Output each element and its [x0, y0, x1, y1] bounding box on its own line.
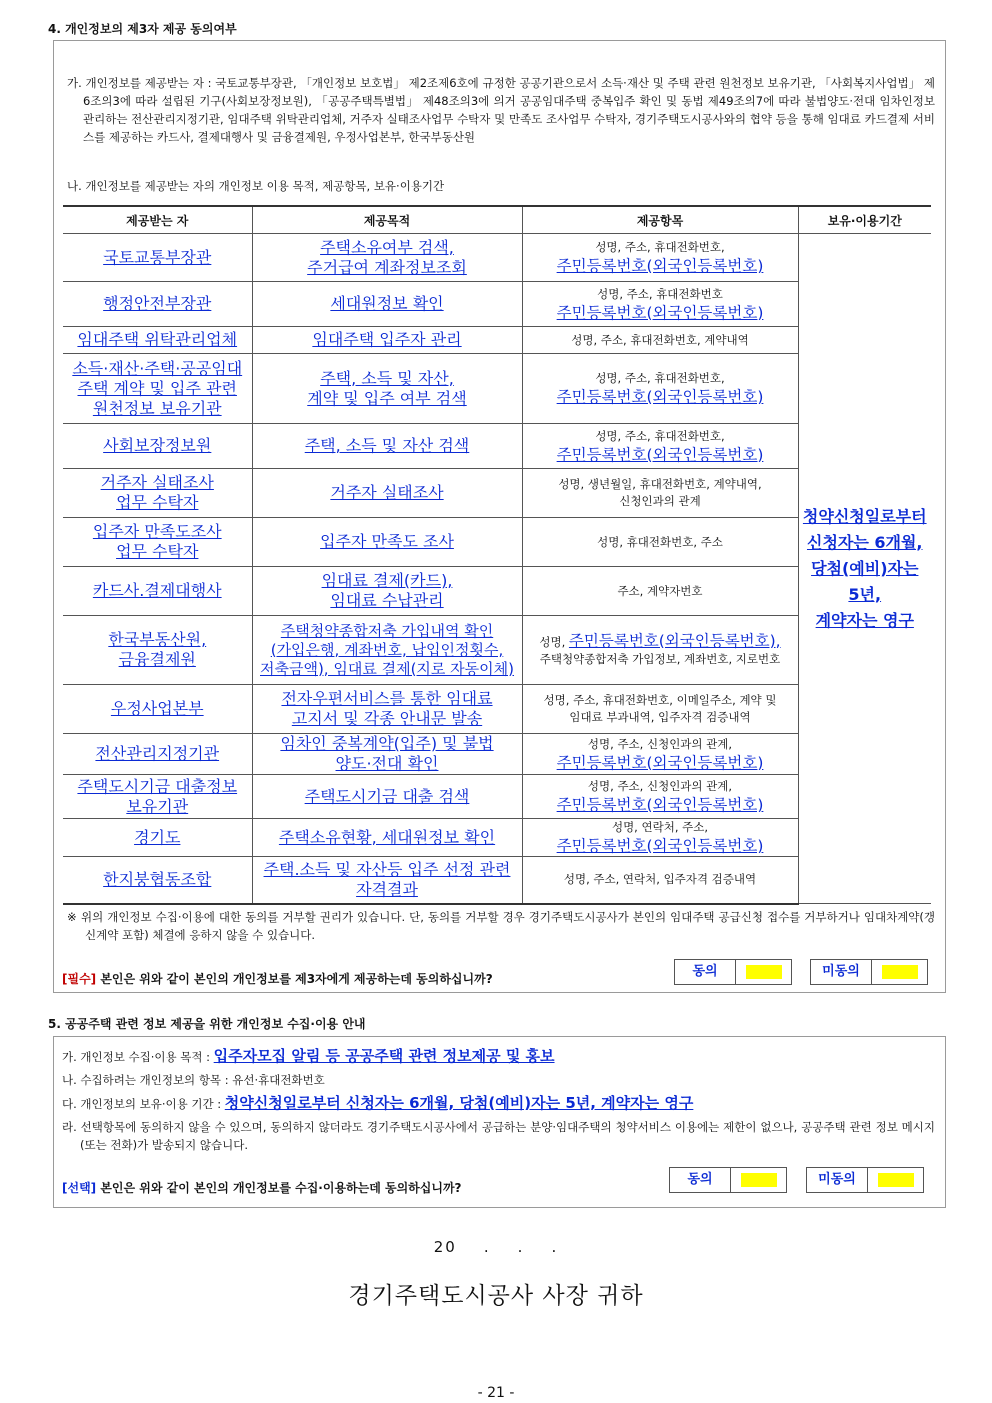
items-text: 성명, 주소, 휴대전화번호, 이메일주소, 계약 및 임대료 부과내역, 입주자격 검증내역 — [543, 693, 777, 724]
agree-checkbox-5[interactable] — [741, 1173, 777, 1187]
purpose-cell: 주택.소득 및 자산등 입주 선정 관련 자격결과 — [252, 857, 522, 904]
section5-retention — [62, 1093, 932, 1114]
section4-purpose-heading: 나. 개인정보를 제공받는 자의 개인정보 이용 목적, 제공항목, 보유·이용기간 — [67, 179, 445, 193]
retention-cell: 청약신청일로부터 신청자는 6개월, 당첨(예비)자는 5년, 계약자는 영구 — [798, 234, 931, 904]
items-resident-number: 주민등록번호(외국인등록번호) — [556, 257, 764, 275]
disagree-label: 미동의 — [811, 960, 872, 984]
items-text: 성명, 주소, 신청인과의 관계, — [587, 779, 733, 793]
recipient-cell: 임대주택 위탁관리업체 — [63, 327, 252, 354]
purpose-cell: 임대주택 입주자 관리 — [252, 327, 522, 354]
section4-title: 4. 개인정보의 제3자 제공 동의여부 — [48, 22, 237, 36]
items-text: 성명, 주소, 휴대전화번호, 계약내역 — [571, 332, 749, 347]
agree-label-5: 동의 — [670, 1168, 731, 1192]
purpose-cell: 전자우편서비스를 통한 임대료 고지서 및 각종 안내문 발송 — [252, 685, 522, 734]
section5-purpose — [62, 1046, 932, 1067]
retention-label: 다. 개인정보의 보유·이용 기간 : — [62, 1097, 225, 1111]
items-text: 성명, 주소, 휴대전화번호 — [597, 286, 723, 301]
recipient-cell: 입주자 만족도조사 업무 수탁자 — [63, 518, 252, 567]
items-text: 주택청약종합저축 가입정보, 계좌번호, 지로번호 — [539, 651, 781, 666]
consent-question-optional — [62, 1179, 462, 1196]
purpose-cell: 주택, 소득 및 자산, 계약 및 입주 여부 검색 — [252, 354, 522, 424]
items-cell — [522, 327, 798, 354]
header-purpose: 제공목적 — [252, 206, 522, 234]
disagree-checkbox[interactable] — [882, 965, 918, 979]
header-recipient: 제공받는 자 — [63, 206, 252, 234]
items-text: 성명, 생년월일, 휴대전화번호, 계약내역, 신청인과의 관계 — [558, 477, 762, 508]
recipient-cell: 경기도 — [63, 819, 252, 857]
table-row — [63, 234, 931, 282]
purpose-cell: 임차인 중복계약(입주) 및 불법 양도·전대 확인 — [252, 734, 522, 775]
items-cell — [522, 282, 798, 327]
items-resident-number: 주민등록번호(외국인등록번호) — [556, 837, 764, 855]
disagree-option-5[interactable] — [806, 1167, 924, 1193]
date-line: 20 . . . — [433, 1238, 559, 1256]
recipient-cell: 카드사.결제대행사 — [63, 567, 252, 616]
disagree-option-4[interactable] — [810, 959, 928, 985]
items-cell — [522, 354, 798, 424]
agree-option-5[interactable] — [669, 1167, 787, 1193]
section4-recipients-paragraph: 가. 개인정보를 제공받는 자 : 국토교통부장관, 「개인정보 보호법」 제2조제6호에 규정한 공공기관으로서 소득·재산 및 주택 관련 원천정보 보유기관, 「사회복지사업법」 제6조의3에 따라 설립된 기구(사회보장정보원), 「공공주택특별법」 제48조의3에 의거 공공임대주택 중복입주 확인 및 동법 제49조의7에 따라 불법양도·전대 임차인정보 관리하는 전산관리지정기관, 임대주택 위탁관리업체, 거주자 실태조사업무 수탁자 및 만족도 조사업무 수탁자, 경기주택도시공사와의 협약 등을 통해 임대료 카드결제 서비스를 제공하는 카드사, 결제대행사 및 금융결제원, 우정사업본부, 한국부동산원 — [67, 76, 935, 144]
optional-tag: [선택] — [62, 1181, 97, 1195]
items-cell — [522, 685, 798, 734]
recipient-cell: 거주자 실태조사 업무 수탁자 — [63, 469, 252, 518]
purpose-value: 입주자모집 알림 등 공공주택 관련 정보제공 및 홍보 — [213, 1047, 555, 1065]
question-text-optional: 본인은 위와 같이 본인의 개인정보를 수집·이용하는데 동의하십니까? — [96, 1181, 462, 1195]
items-cell — [522, 734, 798, 775]
agree-option-4[interactable] — [674, 959, 792, 985]
recipient-cell: 주택도시기금 대출정보 보유기관 — [63, 775, 252, 819]
purpose-cell: 임대료 결제(카드), 임대료 수납관리 — [252, 567, 522, 616]
items-text: 성명, 주소, 연락처, 입주자격 검증내역 — [563, 872, 757, 887]
recipient-cell: 우정사업본부 — [63, 685, 252, 734]
purpose-cell: 거주자 실태조사 — [252, 469, 522, 518]
items-text: 성명, 주소, 휴대전화번호, — [595, 428, 725, 443]
items-resident-number: 주민등록번호(외국인등록번호) — [556, 753, 764, 772]
purpose-label: 가. 개인정보 수집·이용 목적 : — [62, 1050, 214, 1064]
table-header-row — [63, 206, 931, 234]
section5-title: 5. 공공주택 관련 정보 제공을 위한 개인정보 수집·이용 안내 — [48, 1017, 366, 1031]
recipient-cell: 행정안전부장관 — [63, 282, 252, 327]
recipient-cell: 소득·재산·주택·공공임대 주택 계약 및 입주 관련 원천정보 보유기관 — [63, 354, 252, 424]
header-retention: 보유·이용기간 — [798, 206, 931, 234]
items-resident-number: 주민등록번호(외국인등록번호) — [556, 445, 764, 464]
agree-label: 동의 — [675, 960, 736, 984]
purpose-cell: 주택소유여부 검색, 주거급여 계좌정보조회 — [252, 234, 522, 282]
required-tag: [필수] — [62, 972, 97, 986]
disagree-label-5: 미동의 — [807, 1168, 868, 1192]
items-cell — [522, 234, 798, 282]
items-prefix: 성명, — [539, 634, 569, 649]
purpose-cell: 주택도시기금 대출 검색 — [252, 775, 522, 819]
items-cell — [522, 567, 798, 616]
recipient-cell: 한국부동산원, 금융결제원 — [63, 616, 252, 685]
items-text: 성명, 주소, 휴대전화번호, — [595, 240, 725, 254]
page-number: - 21 - — [477, 1385, 515, 1401]
items-resident-number: 주민등록번호(외국인등록번호) — [556, 388, 764, 406]
recipient-cell: 전산관리지정기관 — [63, 734, 252, 775]
retention-value: 청약신청일로부터 신청자는 6개월, 당첨(예비)자는 5년, 계약자는 영구 — [224, 1094, 694, 1112]
purpose-cell: 세대원정보 확인 — [252, 282, 522, 327]
items-text: 성명, 주소, 휴대전화번호, — [595, 371, 725, 385]
items-resident-number: 주민등록번호(외국인등록번호) — [556, 796, 764, 814]
addressee: 경기주택도시공사 사장 귀하 — [348, 1283, 644, 1309]
items-text: 성명, 휴대전화번호, 주소 — [597, 534, 723, 549]
purpose-cell: 주택청약종합저축 가입내역 확인 (가입은행, 계좌번호, 납입인정횟수, 저축금액), 임대료 결제(지로 자동이체) — [252, 616, 522, 685]
items-cell — [522, 469, 798, 518]
recipient-cell: 사회보장정보원 — [63, 424, 252, 469]
question-text: 본인은 위와 같이 본인의 개인정보를 제3자에게 제공하는데 동의하십니까? — [96, 972, 493, 986]
section5-items: 나. 수집하려는 개인정보의 항목 : 유선·휴대전화번호 — [62, 1073, 325, 1087]
items-cell — [522, 819, 798, 857]
disagree-checkbox-5[interactable] — [878, 1173, 914, 1187]
section5-optional-notice: 라. 선택항목에 동의하지 않을 수 있으며, 동의하지 않더라도 경기주택도시공사에서 공급하는 분양·임대주택의 청약서비스 이용에는 제한이 없으나, 공공주택 관련 정보 메시지(또는 전화)가 발송되지 않습니다. — [62, 1120, 935, 1152]
items-text: 성명, 연락처, 주소, — [611, 820, 709, 834]
items-cell — [522, 518, 798, 567]
items-cell — [522, 424, 798, 469]
items-cell — [522, 775, 798, 819]
agree-checkbox[interactable] — [746, 965, 782, 979]
refusal-notice: ※ 위의 개인정보 수집·이용에 대한 동의를 거부할 권리가 있습니다. 단, 동의를 거부할 경우 경기주택도시공사가 본인의 임대주택 공급신청 접수를 거부하거나 임대차계약(갱신계약 포함) 체결에 응하지 않을 수 있습니다. — [67, 910, 935, 942]
purpose-cell: 주택, 소득 및 자산 검색 — [252, 424, 522, 469]
consent-question-required — [62, 970, 493, 987]
items-resident-number: 주민등록번호(외국인등록번호) — [556, 303, 764, 322]
recipient-cell: 국토교통부장관 — [63, 234, 252, 282]
provision-table — [63, 205, 931, 905]
items-text: 주소, 계약자번호 — [617, 583, 703, 598]
purpose-cell: 주택소유현황, 세대원정보 확인 — [252, 819, 522, 857]
recipient-cell: 한지붕협동조합 — [63, 857, 252, 904]
items-cell — [522, 857, 798, 904]
items-cell — [522, 616, 798, 685]
items-text: 성명, 주소, 신청인과의 관계, — [587, 736, 733, 751]
header-items: 제공항목 — [522, 206, 798, 234]
purpose-cell: 입주자 만족도 조사 — [252, 518, 522, 567]
items-resident-number: 주민등록번호(외국인등록번호), — [568, 631, 781, 650]
